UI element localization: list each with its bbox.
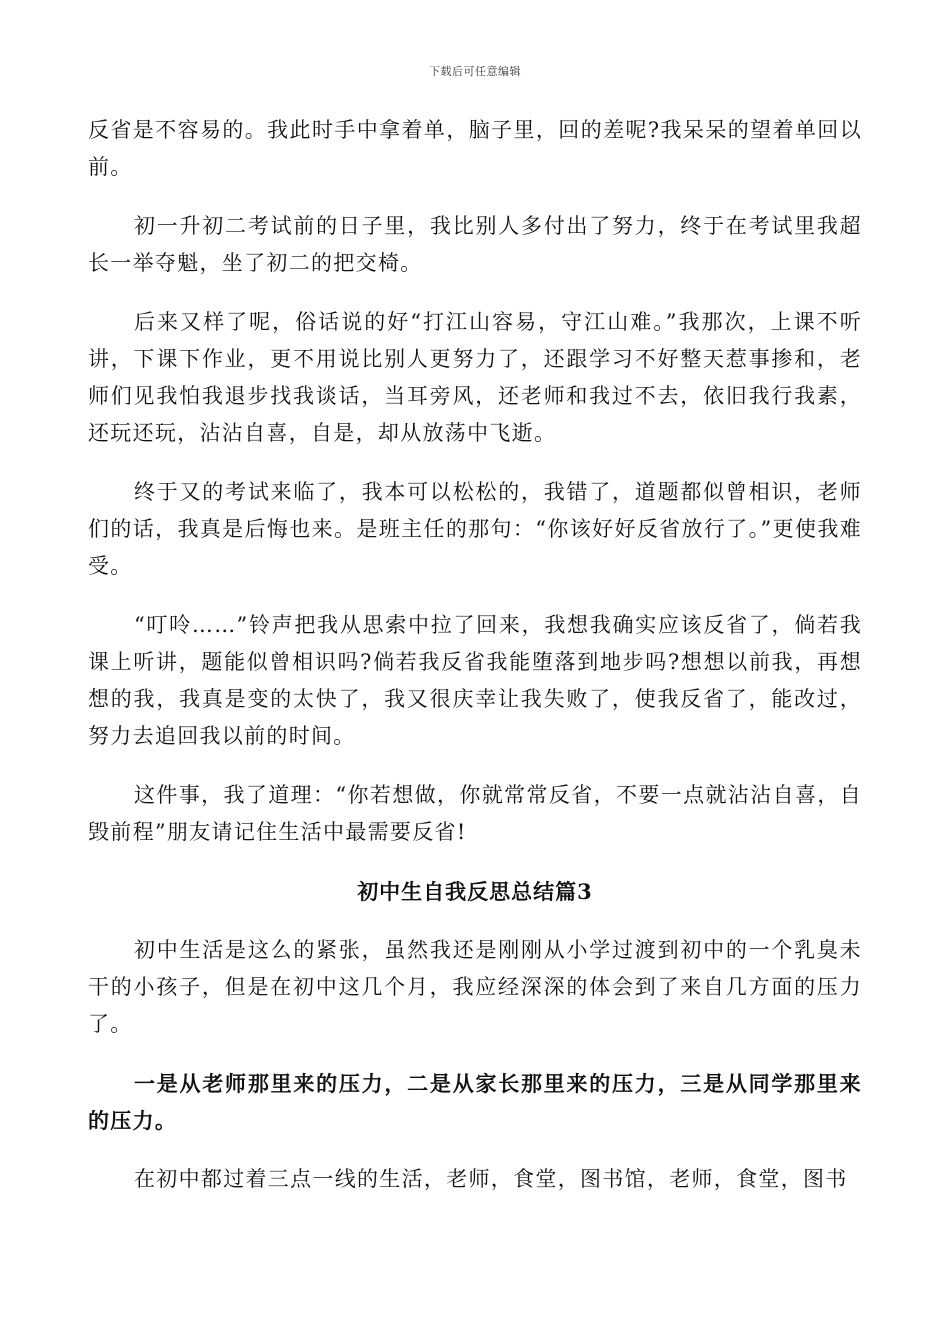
paragraph-3: 后来又样了呢，俗话说的好“打江山容易，守江山难。”我那次，上课不听讲，下课下作业，更不用说比别人更努力了，还跟学习不好整天惹事掺和，老师们见我怕我退步找我谈话，当耳旁风，还老师和我过不去，依旧我行我素，还玩还玩，沾沾自喜，自是，却从放荡中飞逝。: [88, 310, 862, 445]
document-body: [88, 112, 862, 1220]
page-header: 下载后可任意编辑: [429, 65, 521, 78]
paragraph-7: 初中生活是这么的紧张，虽然我还是刚刚从小学过渡到初中的一个乳臭未干的小孩子，但是在初中这几个月，我应经深深的体会到了来自几方面的压力了。: [88, 938, 862, 1036]
paragraph-6: 这件事，我了道理：“你若想做，你就常常反省，不要一点就沾沾自喜，自毁前程”朋友请记住生活中最需要反省!: [88, 783, 862, 844]
paragraph-9: 在初中都过着三点一线的生活，老师，食堂，图书馆，老师，食堂，图书: [134, 1167, 848, 1191]
paragraph-8-bold: 一是从老师那里来的压力，二是从家长那里来的压力，三是从同学那里来的压力。: [88, 1071, 862, 1133]
paragraph-4: 终于又的考试来临了，我本可以松松的，我错了，道题都似曾相识，老师们的话，我真是后悔也来。是班主任的那句：“你该好好反省放行了。”更使我难受。: [88, 480, 862, 578]
paragraph-1: 反省是不容易的。我此时手中拿着单，脑子里，回的差呢?我呆呆的望着单回以前。: [88, 118, 862, 179]
paragraph-5: “叮呤……”铃声把我从思索中拉了回来，我想我确实应该反省了，倘若我课上听讲，题能似曾相识吗?倘若我反省我能堕落到地步吗?想想以前我，再想想的我，我真是变的太快了，我又很庆幸让我失败了，使我反省了，能改过，努力去追回我以前的时间。: [88, 613, 862, 748]
section-heading: 初中生自我反思总结篇3: [357, 879, 593, 904]
paragraph-2: 初一升初二考试前的日子里，我比别人多付出了努力，终于在考试里我超长一举夺魁，坐了初二的把交椅。: [88, 214, 862, 275]
